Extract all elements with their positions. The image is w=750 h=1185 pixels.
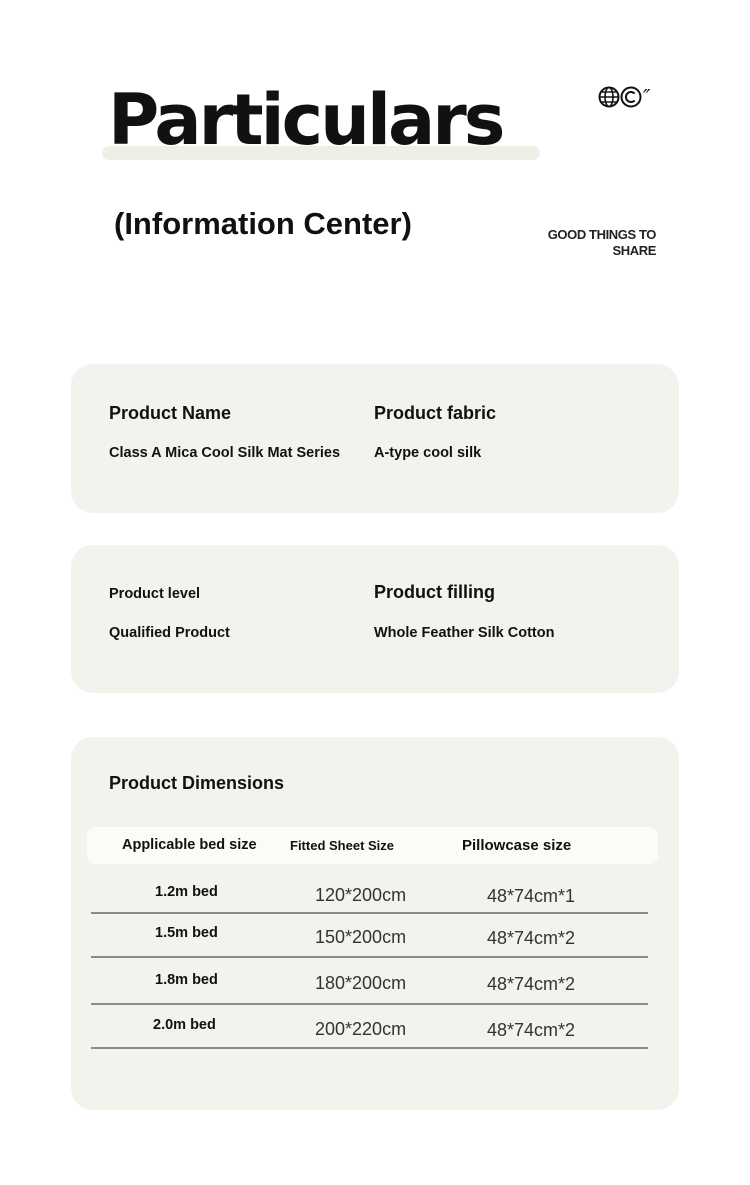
table-cell-pillowcase: 48*74cm*2: [487, 928, 576, 948]
table-header-row: [87, 827, 658, 864]
row-divider: [91, 1047, 648, 1049]
table-cell-sheet: 180*200cm: [315, 973, 407, 993]
table-cell-pillowcase: 48*74cm*2: [487, 1020, 576, 1040]
product-filling-label: Product filling: [374, 582, 495, 602]
table-cell-bed: 1.8m bed: [155, 972, 218, 988]
dimensions-title: Product Dimensions: [109, 773, 285, 793]
table-cell-bed: 1.2m bed: [155, 884, 218, 900]
product-fabric-value: A-type cool silk: [374, 445, 482, 461]
product-level-label: Product level: [109, 586, 201, 602]
double-prime-icon: ″: [643, 85, 651, 109]
product-filling-value: Whole Feather Silk Cotton: [374, 625, 555, 641]
table-cell-bed: 2.0m bed: [153, 1017, 216, 1033]
info-card-name-fabric: [71, 364, 679, 513]
product-fabric-label: Product fabric: [374, 403, 497, 423]
copyright-icon: [620, 86, 642, 108]
table-cell-sheet: 150*200cm: [315, 927, 407, 947]
column-header-pillowcase: Pillowcase size: [462, 837, 572, 854]
table-cell-pillowcase: 48*74cm*1: [487, 886, 576, 906]
product-level-value: Qualified Product: [109, 625, 230, 641]
table-cell-pillowcase: 48*74cm*2: [487, 974, 576, 994]
row-divider: [91, 956, 648, 958]
info-card-level-filling: [71, 545, 679, 693]
page-title: Particulars: [108, 79, 503, 161]
product-name-value: Class A Mica Cool Silk Mat Series: [109, 445, 341, 461]
tagline: GOOD THINGS TO SHARE: [547, 227, 656, 258]
table-cell-sheet: 120*200cm: [315, 885, 407, 905]
globe-icon: [598, 86, 620, 108]
dimensions-card: [71, 737, 679, 1110]
column-header-bed-size: Applicable bed size: [122, 837, 257, 853]
table-cell-sheet: 200*220cm: [315, 1019, 407, 1039]
row-divider: [91, 1003, 648, 1005]
page-subtitle: (Information Center): [114, 206, 412, 241]
header-icons: [598, 85, 650, 109]
column-header-fitted-sheet: Fitted Sheet Size: [290, 838, 395, 853]
row-divider: [91, 912, 648, 914]
table-cell-bed: 1.5m bed: [155, 925, 218, 941]
product-name-label: Product Name: [109, 403, 232, 423]
